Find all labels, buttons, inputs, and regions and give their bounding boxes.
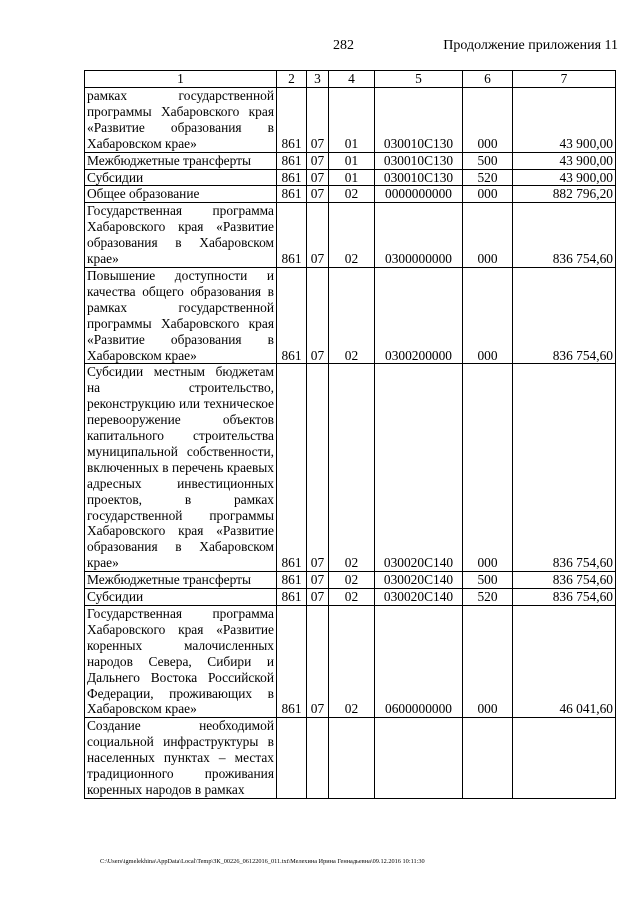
amount-cell: 43 900,00 xyxy=(513,169,616,186)
amount-cell xyxy=(513,718,616,799)
ministry-code-cell: 861 xyxy=(277,88,307,153)
amount-cell: 836 754,60 xyxy=(513,364,616,572)
section-code-cell: 07 xyxy=(307,203,329,268)
ministry-code-cell: 861 xyxy=(277,606,307,718)
target-article-cell: 0300200000 xyxy=(375,267,463,363)
ministry-code-cell xyxy=(277,718,307,799)
column-header: 3 xyxy=(307,71,329,88)
row-name-cell: Повышение доступности и качества общего образования в рамках государственной программы Хабаровского края «Развитие образования в Хабаровском крае» xyxy=(85,267,277,363)
section-code-cell: 07 xyxy=(307,152,329,169)
file-path-footer: C:\Users\igmelekhina\AppData\Local\Temp\ЗК_00226_06122016_011.txt\Мелехина Ирина Геннадьевна\09.12.2016 10:11:30 xyxy=(100,858,425,865)
table-row xyxy=(85,572,616,589)
table-row xyxy=(85,186,616,203)
row-name-cell: рамках государственной программы Хабаровского края «Развитие образования в Хабаровском крае» xyxy=(85,88,277,153)
column-header: 7 xyxy=(513,71,616,88)
subsection-code-cell xyxy=(329,718,375,799)
amount-cell: 836 754,60 xyxy=(513,572,616,589)
column-header: 4 xyxy=(329,71,375,88)
amount-cell: 46 041,60 xyxy=(513,606,616,718)
amount-cell: 43 900,00 xyxy=(513,88,616,153)
target-article-cell: 030020С140 xyxy=(375,364,463,572)
row-name-cell: Создание необходимой социальной инфраструктуры в населенных пунктах – местах традиционного проживания коренных народов в рамках xyxy=(85,718,277,799)
section-code-cell: 07 xyxy=(307,88,329,153)
expense-type-cell: 000 xyxy=(463,203,513,268)
target-article-cell: 0000000000 xyxy=(375,186,463,203)
subsection-code-cell: 02 xyxy=(329,606,375,718)
expense-type-cell: 000 xyxy=(463,364,513,572)
row-name-cell: Общее образование xyxy=(85,186,277,203)
row-name-cell: Межбюджетные трансферты xyxy=(85,152,277,169)
amount-cell: 836 754,60 xyxy=(513,267,616,363)
table-row xyxy=(85,606,616,718)
section-code-cell: 07 xyxy=(307,364,329,572)
table-row xyxy=(85,152,616,169)
table-row xyxy=(85,364,616,572)
ministry-code-cell: 861 xyxy=(277,267,307,363)
target-article-cell: 0300000000 xyxy=(375,203,463,268)
subsection-code-cell: 02 xyxy=(329,203,375,268)
target-article-cell: 030010С130 xyxy=(375,169,463,186)
amount-cell: 43 900,00 xyxy=(513,152,616,169)
subsection-code-cell: 02 xyxy=(329,572,375,589)
row-name-cell: Субсидии xyxy=(85,169,277,186)
subsection-code-cell: 01 xyxy=(329,152,375,169)
expense-type-cell: 000 xyxy=(463,88,513,153)
subsection-code-cell: 02 xyxy=(329,267,375,363)
table-row xyxy=(85,267,616,363)
target-article-cell: 030020С140 xyxy=(375,589,463,606)
row-name-cell: Субсидии местным бюджетам на строительство, реконструкцию или техническое перевооружение объектов капитального строительства муниципальной собственности, включенных в перечень краевых адресных инвестиционных проектов, в рамках государственной программы Хабаровского края «Развитие образования в Хабаровском крае» xyxy=(85,364,277,572)
section-code-cell: 07 xyxy=(307,572,329,589)
amount-cell: 836 754,60 xyxy=(513,203,616,268)
row-name-cell: Субсидии xyxy=(85,589,277,606)
row-name-cell: Межбюджетные трансферты xyxy=(85,572,277,589)
ministry-code-cell: 861 xyxy=(277,589,307,606)
target-article-cell: 030010С130 xyxy=(375,152,463,169)
ministry-code-cell: 861 xyxy=(277,169,307,186)
table-row xyxy=(85,589,616,606)
ministry-code-cell: 861 xyxy=(277,203,307,268)
target-article-cell: 0600000000 xyxy=(375,606,463,718)
target-article-cell xyxy=(375,718,463,799)
table-row xyxy=(85,203,616,268)
section-code-cell xyxy=(307,718,329,799)
subsection-code-cell: 02 xyxy=(329,589,375,606)
section-code-cell: 07 xyxy=(307,267,329,363)
section-code-cell: 07 xyxy=(307,169,329,186)
expense-type-cell: 520 xyxy=(463,589,513,606)
row-name-cell: Государственная программа Хабаровского края «Развитие коренных малочисленных народов Севера, Сибири и Дальнего Востока Российской Федерации, проживающих в Хабаровском крае» xyxy=(85,606,277,718)
target-article-cell: 030010С130 xyxy=(375,88,463,153)
appendix-continuation-title: Продолжение приложения 11 xyxy=(443,38,618,53)
subsection-code-cell: 02 xyxy=(329,186,375,203)
expense-type-cell: 500 xyxy=(463,152,513,169)
section-code-cell: 07 xyxy=(307,186,329,203)
table-row xyxy=(85,169,616,186)
section-code-cell: 07 xyxy=(307,589,329,606)
subsection-code-cell: 01 xyxy=(329,88,375,153)
expense-type-cell xyxy=(463,718,513,799)
column-header: 5 xyxy=(375,71,463,88)
subsection-code-cell: 02 xyxy=(329,364,375,572)
column-header: 6 xyxy=(463,71,513,88)
expense-type-cell: 520 xyxy=(463,169,513,186)
column-header: 2 xyxy=(277,71,307,88)
amount-cell: 836 754,60 xyxy=(513,589,616,606)
target-article-cell: 030020С140 xyxy=(375,572,463,589)
ministry-code-cell: 861 xyxy=(277,364,307,572)
expense-type-cell: 000 xyxy=(463,606,513,718)
amount-cell: 882 796,20 xyxy=(513,186,616,203)
table-row xyxy=(85,88,616,153)
ministry-code-cell: 861 xyxy=(277,572,307,589)
section-code-cell: 07 xyxy=(307,606,329,718)
subsection-code-cell: 01 xyxy=(329,169,375,186)
ministry-code-cell: 861 xyxy=(277,152,307,169)
column-header: 1 xyxy=(85,71,277,88)
expense-type-cell: 000 xyxy=(463,267,513,363)
table-header-row xyxy=(85,71,616,88)
table-row xyxy=(85,718,616,799)
page-number: 282 xyxy=(333,38,354,53)
expense-type-cell: 500 xyxy=(463,572,513,589)
expense-type-cell: 000 xyxy=(463,186,513,203)
budget-table xyxy=(84,70,616,799)
row-name-cell: Государственная программа Хабаровского края «Развитие образования в Хабаровском крае» xyxy=(85,203,277,268)
ministry-code-cell: 861 xyxy=(277,186,307,203)
